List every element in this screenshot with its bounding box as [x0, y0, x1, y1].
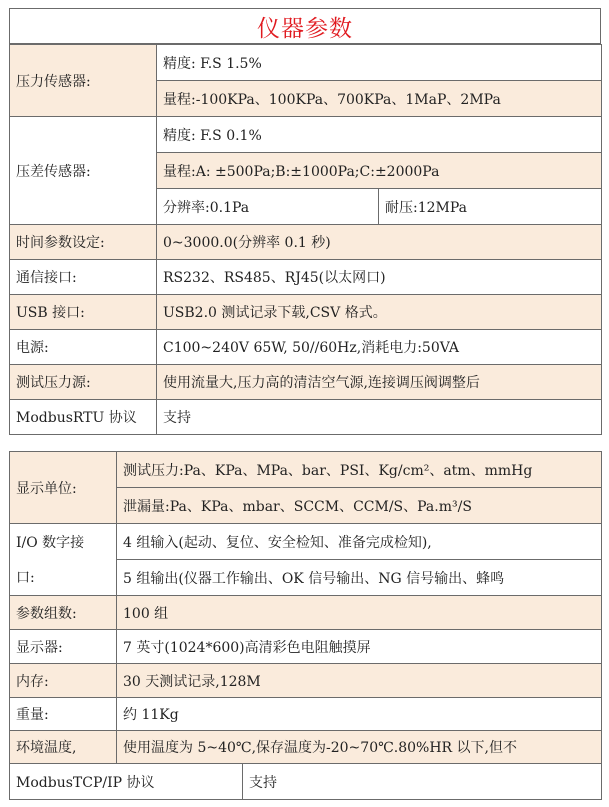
- diff-sensor-accuracy: 精度: F.S 0.1%: [157, 117, 602, 153]
- table-row: [10, 524, 602, 560]
- weight-label: 重量:: [10, 698, 117, 731]
- spec-table-3: [9, 763, 602, 800]
- modbus-tcp-value: 支持: [243, 764, 602, 800]
- display-unit-label: 显示单位:: [10, 452, 117, 524]
- pressure-sensor-accuracy: 精度: F.S 1.5%: [157, 45, 602, 81]
- diff-sensor-withstand: 耐压:12MPa: [379, 189, 602, 225]
- display-value: 7 英寸(1024*600)高清彩色电阻触摸屏: [117, 630, 602, 664]
- table-row: [10, 295, 602, 330]
- param-groups-label: 参数组数:: [10, 596, 117, 630]
- table-row: [10, 731, 602, 764]
- pressure-source-value: 使用流量大,压力高的清洁空气源,连接调压阀调整后: [157, 365, 602, 400]
- diff-sensor-resolution: 分辨率:0.1Pa: [157, 189, 379, 225]
- time-setting-label: 时间参数设定:: [10, 225, 157, 260]
- param-groups-value: 100 组: [117, 596, 602, 630]
- pressure-source-label: 测试压力源:: [10, 365, 157, 400]
- usb-label: USB 接口:: [10, 295, 157, 330]
- pressure-sensor-range: 量程:-100KPa、100KPa、700KPa、1MaP、2MPa: [157, 81, 602, 117]
- io-outputs: 5 组输出(仪器工作输出、OK 信号输出、NG 信号输出、蜂鸣: [117, 560, 602, 596]
- spec-table-1: [9, 44, 602, 435]
- table-row: [10, 117, 602, 153]
- memory-value: 30 天测试记录,128M: [117, 664, 602, 698]
- env-temp-label: 环境温度,: [10, 731, 117, 764]
- modbus-rtu-label: ModbusRTU 协议: [10, 400, 157, 435]
- memory-label: 内存:: [10, 664, 117, 698]
- modbus-tcp-label: ModbusTCP/IP 协议: [10, 764, 243, 800]
- table-row: [10, 45, 602, 81]
- table-row: [10, 764, 602, 800]
- pressure-sensor-label: 压力传感器:: [10, 45, 157, 117]
- page-title: 仪器参数: [9, 8, 601, 44]
- spec-sheet: [9, 8, 601, 799]
- table-row: [10, 596, 602, 630]
- diff-sensor-range: 量程:A: ±500Pa;B:±1000Pa;C:±2000Pa: [157, 153, 602, 189]
- comm-interface-value: RS232、RS485、RJ45(以太网口): [157, 260, 602, 295]
- power-label: 电源:: [10, 330, 157, 365]
- display-unit-leakage: 泄漏量:Pa、KPa、mbar、SCCM、CCM/S、Pa.m³/S: [117, 488, 602, 524]
- time-setting-value: 0~3000.0(分辨率 0.1 秒): [157, 225, 602, 260]
- spec-table-2: [9, 451, 602, 764]
- table-row: [10, 330, 602, 365]
- io-label-line2: 口:: [10, 560, 117, 596]
- env-temp-value: 使用温度为 5~40℃,保存温度为-20~70℃.80%HR 以下,但不: [117, 731, 602, 764]
- table-row: [10, 365, 602, 400]
- modbus-rtu-value: 支持: [157, 400, 602, 435]
- diff-sensor-label: 压差传感器:: [10, 117, 157, 225]
- table-row: [10, 560, 602, 596]
- weight-value: 约 11Kg: [117, 698, 602, 731]
- table-row: [10, 260, 602, 295]
- display-label: 显示器:: [10, 630, 117, 664]
- table-row: [10, 225, 602, 260]
- io-inputs: 4 组输入(起动、复位、安全检知、准备完成检知),: [117, 524, 602, 560]
- io-label-line1: I/O 数字接: [10, 524, 117, 560]
- comm-interface-label: 通信接口:: [10, 260, 157, 295]
- usb-value: USB2.0 测试记录下载,CSV 格式。: [157, 295, 602, 330]
- power-value: C100~240V 65W, 50//60Hz,消耗电力:50VA: [157, 330, 602, 365]
- table-row: [10, 698, 602, 731]
- display-unit-pressure: 测试压力:Pa、KPa、MPa、bar、PSI、Kg/cm²、atm、mmHg: [117, 452, 602, 488]
- table-row: [10, 452, 602, 488]
- table-row: [10, 664, 602, 698]
- table-row: [10, 400, 602, 435]
- table-row: [10, 630, 602, 664]
